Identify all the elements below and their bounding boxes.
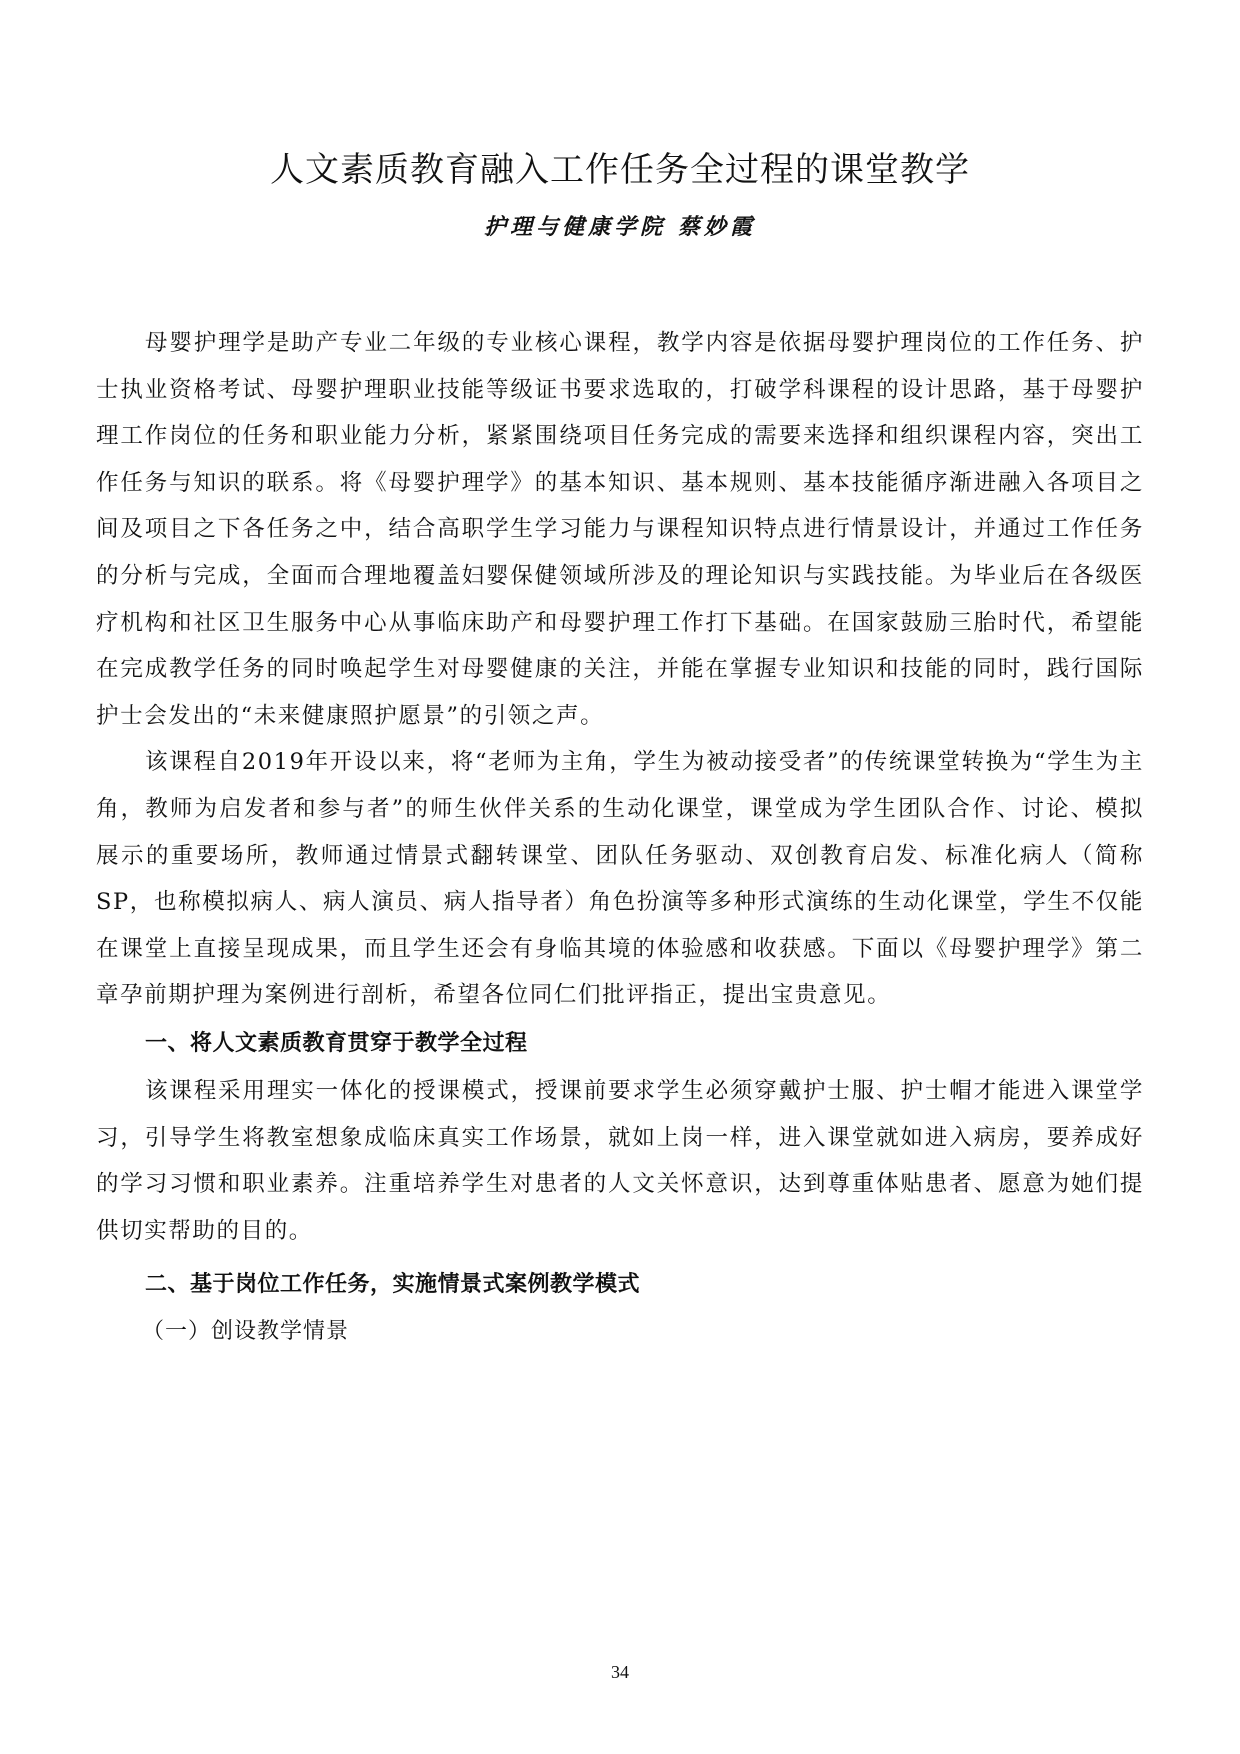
body-text (96, 320, 1144, 1355)
author-byline: 护理与健康学院 蔡妙霞 (484, 214, 756, 240)
section-heading-1: 一、将人文素质教育贯穿于教学全过程 (145, 1030, 528, 1056)
intro-paragraph-1: 母婴护理学是助产专业二年级的专业核心课程，教学内容是依据母婴护理岗位的工作任务、护士执业资格考试、母婴护理职业技能等级证书要求选取的，打破学科课程的设计思路，基于母婴护理工作岗位的任务和职业能力分析，紧紧围绕项目任务完成的需要来选择和组织课程内容，突出工作任务与知识的联系。将《母婴护理学》的基本知识、基本规则、基本技能循序渐进融入各项目之间及项目之下各任务之中，结合高职学生学习能力与课程知识特点进行情景设计，并通过工作任务的分析与完成，全面而合理地覆盖妇婴保健领域所涉及的理论知识与实践技能。为毕业后在各级医疗机构和社区卫生服务中心从事临床助产和母婴护理工作打下基础。在国家鼓励三胎时代，希望能在完成教学任务的同时唤起学生对母婴健康的关注，并能在掌握专业知识和技能的同时，践行国际护士会发出的“未来健康照护愿景”的引领之声。 (96, 330, 1144, 729)
section-1-paragraph: 该课程采用理实一体化的授课模式，授课前要求学生必须穿戴护士服、护士帽才能进入课堂学习，引导学生将教室想象成临床真实工作场景，就如上岗一样，进入课堂就如进入病房，要养成好的学习习惯和职业素养。注重培养学生对患者的人文关怀意识，达到尊重体贴患者、愿意为她们提供切实帮助的目的。 (96, 1077, 1144, 1244)
subsection-heading: （一）创设教学情景 (142, 1319, 350, 1345)
page-title: 人文素质教育融入工作任务全过程的课堂教学 (270, 150, 970, 190)
page-number: 34 (611, 1662, 629, 1682)
section-heading-2: 二、基于岗位工作任务，实施情景式案例教学模式 (145, 1272, 641, 1298)
intro-paragraph-2: 该课程自2019年开设以来，将“老师为主角，学生为被动接受者”的传统课堂转换为“学生为主角，教师为启发者和参与者”的师生伙伴关系的生动化课堂，课堂成为学生团队合作、讨论、模拟展示的重要场所，教师通过情景式翻转课堂、团队任务驱动、双创教育启发、标准化病人（简称SP，也称模拟病人、病人演员、病人指导者）角色扮演等多种形式演练的生动化课堂，学生不仅能在课堂上直接呈现成果，而且学生还会有身临其境的体验感和收获感。下面以《母婴护理学》第二章孕前期护理为案例进行剖析，希望各位同仁们批评指正，提出宝贵意见。 (96, 749, 1144, 1009)
